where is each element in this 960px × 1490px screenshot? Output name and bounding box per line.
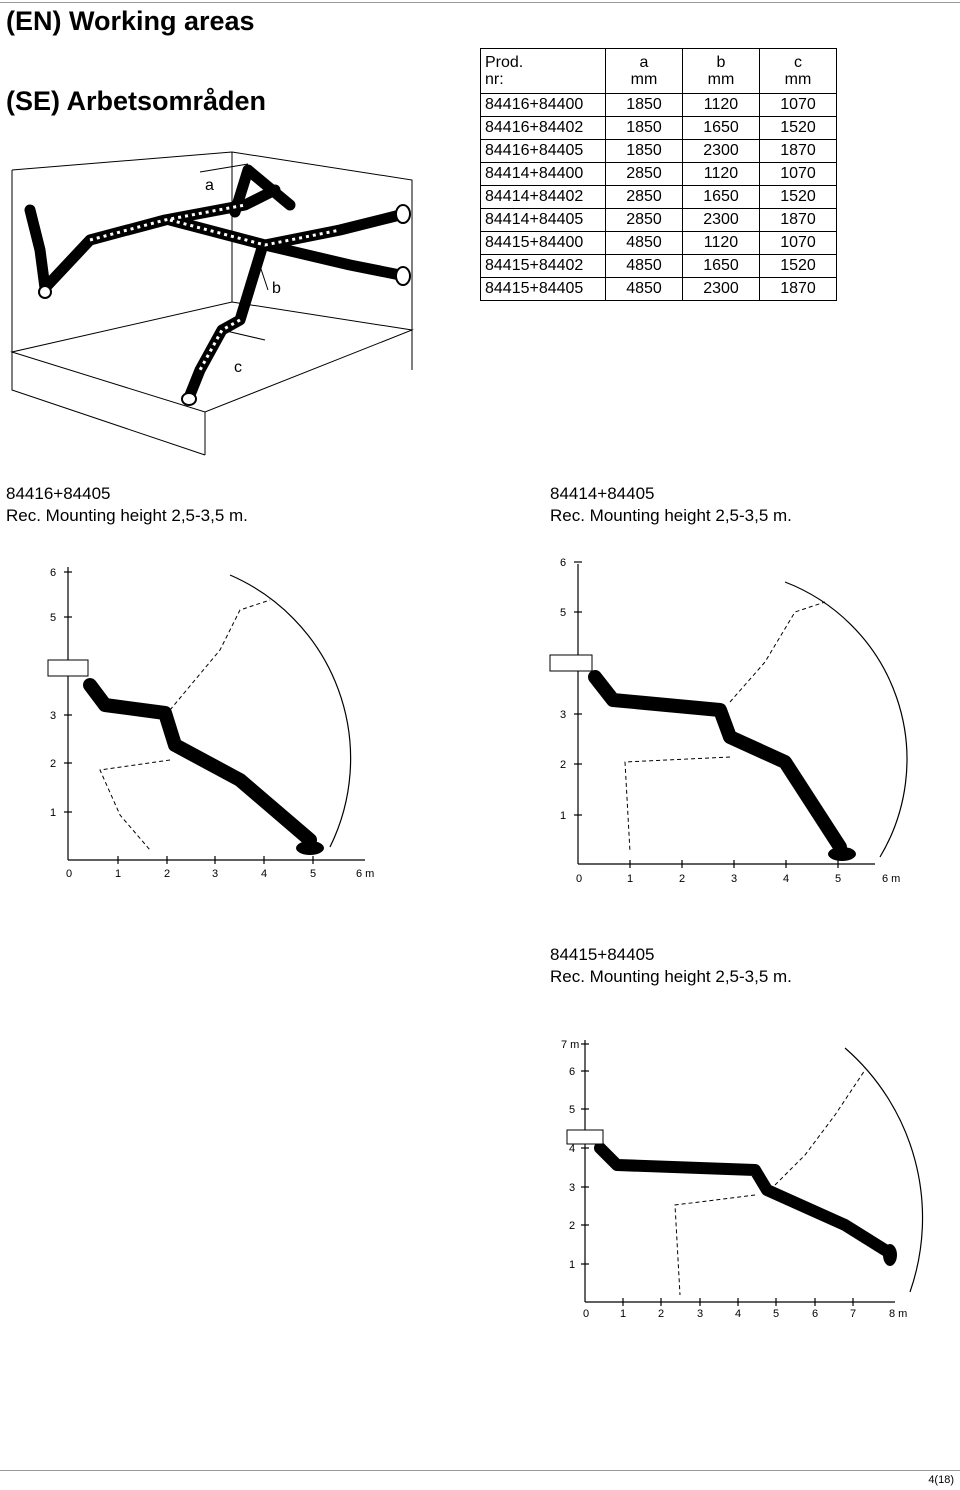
x-tick-label: 4 [783, 873, 790, 885]
x-tick-label: 8 m [889, 1308, 908, 1320]
cell-a: 1850 [606, 117, 683, 140]
y-tick-label: 7 m [561, 1039, 580, 1051]
diagram1-caption [6, 483, 248, 527]
cell-c: 1070 [760, 94, 837, 117]
arm-alt-position [730, 602, 825, 702]
hood-opening [39, 286, 51, 298]
diagram3-reach-diagram [555, 1030, 925, 1320]
cell-b: 1120 [683, 163, 760, 186]
arm-alt-position [625, 757, 730, 852]
cell-prod: 84416+84400 [481, 94, 606, 117]
cell-a: 4850 [606, 278, 683, 301]
y-tick-label: 1 [569, 1259, 576, 1271]
table-row [481, 209, 837, 232]
header-a-unit: mm [630, 71, 658, 88]
diagram3-model: 84415+84405 [550, 945, 655, 964]
cell-a: 2850 [606, 186, 683, 209]
table-row [481, 163, 837, 186]
wall-bracket [567, 1130, 603, 1144]
cell-a: 1850 [606, 94, 683, 117]
arm-segment [265, 245, 400, 275]
header-c [760, 49, 837, 94]
y-tick-label: 2 [569, 1220, 576, 1232]
x-tick-label: 3 [212, 868, 219, 880]
x-tick-label: 1 [620, 1308, 627, 1320]
x-tick-label: 4 [735, 1308, 742, 1320]
diagram2-caption [550, 483, 792, 527]
cell-a: 1850 [606, 140, 683, 163]
table-row [481, 232, 837, 255]
cell-c: 1870 [760, 140, 837, 163]
wall-bracket [48, 660, 88, 676]
cell-c: 1070 [760, 232, 837, 255]
hood-opening [396, 267, 410, 285]
top-rule [0, 2, 960, 3]
dimension-line-c [222, 330, 265, 340]
cell-c: 1520 [760, 255, 837, 278]
cell-a: 4850 [606, 255, 683, 278]
cell-prod: 84416+84402 [481, 117, 606, 140]
heading-en: (EN) Working areas [6, 6, 255, 36]
y-tick-label: 6 [50, 567, 57, 579]
diagram2-model: 84414+84405 [550, 484, 655, 503]
diagram2-reach-diagram [545, 552, 910, 887]
header-a [606, 49, 683, 94]
heading-se: (SE) Arbetsområden [6, 86, 267, 116]
table-row [481, 140, 837, 163]
diagram1-model: 84416+84405 [6, 484, 111, 503]
cell-b: 2300 [683, 278, 760, 301]
arm-positions-dashed [100, 600, 270, 850]
x-tick-label: 0 [66, 868, 73, 880]
cell-b: 1650 [683, 117, 760, 140]
cell-c: 1520 [760, 186, 837, 209]
y-tick-label: 5 [560, 607, 567, 619]
x-tick-label: 2 [658, 1308, 665, 1320]
y-tick-label: 6 [560, 557, 567, 569]
x-tick-label: 1 [115, 868, 122, 880]
arm-main-position [600, 1148, 885, 1250]
table-row [481, 117, 837, 140]
diagram3-mounting-text: Rec. Mounting height 2,5-3,5 m. [550, 967, 792, 986]
wall-bracket [550, 655, 592, 671]
x-tick-label: 3 [697, 1308, 704, 1320]
cell-prod: 84414+84402 [481, 186, 606, 209]
y-tick-label: 5 [569, 1104, 576, 1116]
hood-opening [396, 205, 410, 223]
cell-a: 2850 [606, 163, 683, 186]
header-prod-line1: Prod. [485, 54, 524, 71]
diagram1-mounting-text: Rec. Mounting height 2,5-3,5 m. [6, 506, 248, 525]
arm-alt-position [100, 760, 170, 850]
dimension-line-a [200, 164, 248, 172]
table-row [481, 255, 837, 278]
arm-alt-position [775, 1070, 865, 1185]
reach-arc [230, 575, 351, 847]
x-tick-label: 4 [261, 868, 268, 880]
cell-prod: 84415+84405 [481, 278, 606, 301]
header-b [683, 49, 760, 94]
page-number: 4(18) [928, 1474, 954, 1486]
hood-opening [182, 393, 196, 405]
header-a-label: a [639, 54, 649, 71]
header-b-unit: mm [707, 71, 735, 88]
cell-b: 2300 [683, 140, 760, 163]
cell-b: 1650 [683, 186, 760, 209]
hood [296, 841, 324, 855]
diagram2-mounting-text: Rec. Mounting height 2,5-3,5 m. [550, 506, 792, 525]
header-c-unit: mm [784, 71, 812, 88]
x-tick-label: 5 [835, 873, 842, 885]
y-tick-label: 3 [569, 1182, 576, 1194]
arm-alt-position [170, 600, 270, 710]
header-b-label: b [716, 54, 726, 71]
y-tick-label: 2 [50, 758, 57, 770]
arm-segment [600, 1148, 885, 1250]
cell-a: 2850 [606, 209, 683, 232]
diagram1-reach-diagram [40, 555, 400, 885]
dimensions-table [480, 48, 837, 301]
label-a: a [205, 177, 214, 194]
label-b: b [272, 280, 281, 297]
y-tick-label: 5 [50, 612, 57, 624]
x-tick-label: 1 [627, 873, 634, 885]
y-tick-label: 1 [50, 807, 57, 819]
x-tick-label: 2 [164, 868, 171, 880]
bottom-rule [0, 1470, 960, 1471]
hood [883, 1244, 897, 1266]
cell-b: 1650 [683, 255, 760, 278]
arm-segment [190, 248, 262, 395]
working-area-illustration [0, 150, 430, 460]
x-tick-label: 6 [812, 1308, 819, 1320]
arm-positions-dashed [675, 1070, 865, 1295]
header-prod-line2: nr: [485, 71, 504, 88]
cell-c: 1520 [760, 117, 837, 140]
cell-prod: 84414+84405 [481, 209, 606, 232]
cell-c: 1870 [760, 278, 837, 301]
arm-segment [90, 685, 310, 840]
table-row [481, 278, 837, 301]
header-prod [481, 49, 606, 94]
cell-c: 1870 [760, 209, 837, 232]
cell-prod: 84416+84405 [481, 140, 606, 163]
x-tick-label: 5 [773, 1308, 780, 1320]
cell-c: 1070 [760, 163, 837, 186]
table-header-row [481, 49, 837, 94]
diagram3-caption [550, 944, 792, 988]
arm-segment [30, 210, 45, 288]
cell-b: 2300 [683, 209, 760, 232]
label-c: c [234, 359, 242, 376]
cell-b: 1120 [683, 94, 760, 117]
x-tick-label: 6 m [882, 873, 901, 885]
arm-alt-position [675, 1195, 755, 1295]
y-tick-label: 6 [569, 1066, 576, 1078]
x-tick-label: 6 m [356, 868, 375, 880]
x-tick-label: 5 [310, 868, 317, 880]
arm-main-position [90, 685, 310, 840]
hood [828, 847, 856, 861]
cell-a: 4850 [606, 232, 683, 255]
y-tick-label: 2 [560, 759, 567, 771]
x-tick-label: 2 [679, 873, 686, 885]
table-row [481, 94, 837, 117]
cell-prod: 84415+84400 [481, 232, 606, 255]
reach-arc [785, 582, 907, 857]
y-tick-label: 3 [560, 709, 567, 721]
x-tick-label: 0 [576, 873, 583, 885]
header-c-label: c [794, 54, 802, 71]
y-tick-label: 3 [50, 710, 57, 722]
table-row [481, 186, 837, 209]
x-tick-label: 0 [583, 1308, 590, 1320]
cell-prod: 84414+84400 [481, 163, 606, 186]
y-tick-label: 1 [560, 810, 567, 822]
extraction-arms [30, 170, 400, 395]
x-tick-label: 3 [731, 873, 738, 885]
cell-prod: 84415+84402 [481, 255, 606, 278]
x-tick-label: 7 [850, 1308, 857, 1320]
y-tick-label: 4 [569, 1143, 576, 1155]
cell-b: 1120 [683, 232, 760, 255]
